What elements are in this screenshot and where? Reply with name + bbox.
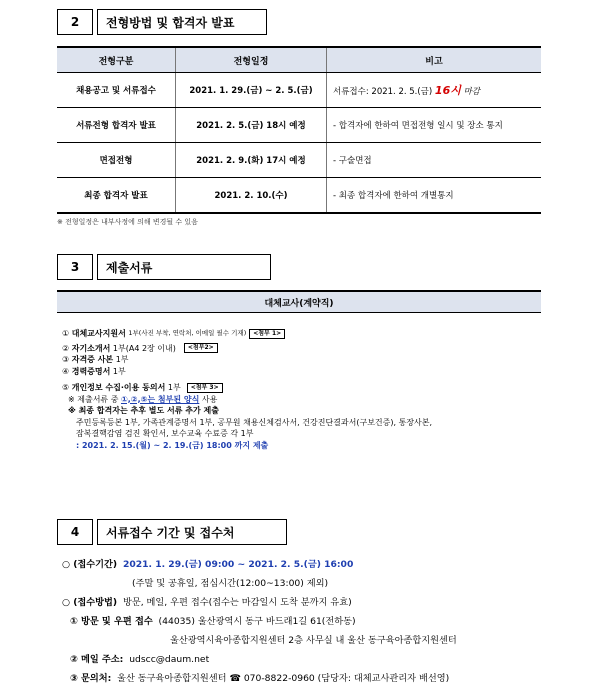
reception-period	[62, 555, 582, 574]
note-cell: - 최종 합격자에 한하여 개별통지	[327, 178, 542, 214]
documents-note-2-line: 주민등록등본 1부, 가족관계증명서 1부, 공무원 채용신체검사서, 건강진단결과서(구보건증), 통장사본,	[76, 417, 433, 427]
note-cell	[327, 73, 542, 108]
attachment-tag: <첨부2>	[184, 343, 218, 353]
stage-cell: 면접전형	[57, 143, 176, 178]
reception-method	[62, 593, 582, 612]
item-number: ④	[62, 366, 70, 376]
note-text: 서류접수: 2021. 2. 5.(금)	[333, 87, 433, 97]
stage-cell: 최종 합격자 발표	[57, 178, 176, 214]
field-label: ③ 문의처:	[70, 673, 112, 684]
item-name: 자기소개서	[71, 343, 111, 353]
field-value: 울산 동구육아종합지원센터 ☎ 070-8822-0960 (담당자: 대체교사관리자 배선영)	[117, 673, 450, 684]
section-4-header	[57, 519, 287, 545]
section-title: 전형방법 및 합격자 발표	[97, 9, 267, 35]
deadline-time: 16시	[434, 84, 461, 97]
list-item	[62, 343, 542, 355]
field-value: 2021. 1. 29.(금) 09:00 ~ 2021. 2. 5.(금) 16:00	[122, 559, 354, 570]
field-label: ② 메일 주소:	[70, 654, 124, 665]
documents-note-2: ※ 최종 합격자는 추후 별도 서류 추가 제출	[68, 406, 219, 415]
field-label: ○ (접수방법)	[62, 597, 118, 608]
section-number: 4	[57, 519, 93, 545]
field-label: ○ (접수기간)	[62, 559, 118, 570]
section-3-header	[57, 254, 271, 280]
table-header-row	[57, 47, 541, 73]
date-cell: 2021. 2. 10.(수)	[176, 178, 327, 214]
column-header: 전형구분	[57, 47, 176, 73]
list-item	[62, 366, 542, 378]
item-detail: 1부	[112, 366, 126, 376]
section-number: 2	[57, 9, 93, 35]
item-detail: 1부(A4 2장 이내)	[112, 343, 176, 353]
table-row	[57, 73, 541, 108]
column-header: 전형일정	[176, 47, 327, 73]
note-highlight: ①,②,⑤는 첨부된 양식	[120, 394, 200, 404]
item-detail: 1부	[115, 355, 129, 364]
section-number: 3	[57, 254, 93, 280]
note-cell: - 구술면접	[327, 143, 542, 178]
section-title: 서류접수 기간 및 접수처	[97, 519, 287, 545]
field-label: ① 방문 및 우편 접수	[70, 616, 153, 627]
item-name: 자격증 사본	[71, 355, 114, 364]
item-number: ②	[62, 343, 70, 353]
documents-note-2-line: 잠복결핵감염 검진 확인서, 보수교육 수료증 각 1부	[76, 429, 254, 438]
schedule-table	[57, 46, 541, 214]
item-name: 대체교사지원서	[71, 329, 126, 338]
section-title: 제출서류	[97, 254, 271, 280]
field-value: (44035) 울산광역시 동구 바드래1길 61(전하동)	[158, 616, 356, 627]
note-cell: - 합격자에 한하여 면접전형 일시 및 장소 통지	[327, 108, 542, 143]
item-detail: 1부	[167, 383, 181, 392]
documents-bar-title: 대체교사(계약직)	[57, 290, 541, 313]
schedule-footnote: ※ 전형일정은 내부사정에 의해 변경될 수 있음	[57, 218, 198, 226]
reception-period-note: (주말 및 공휴일, 점심시간(12:00~13:00) 제외)	[132, 578, 329, 589]
email-address: udscc@daum.net	[129, 654, 210, 665]
section-2-header	[57, 9, 267, 35]
item-number: ⑤	[62, 383, 70, 392]
reception-mail	[62, 650, 582, 669]
item-number: ③	[62, 355, 70, 364]
documents-submit-period: : 2021. 2. 15.(월) ~ 2. 19.(금) 18:00 까지 제출	[76, 440, 269, 450]
reception-visit-line2: 울산광역시육아종합지원센터 2층 사무실 내 울산 동구육아종합지원센터	[170, 635, 457, 646]
documents-list	[62, 328, 542, 451]
list-item	[62, 328, 542, 340]
attachment-tag: <첨부 1>	[249, 329, 285, 339]
stage-cell: 채용공고 및 서류접수	[57, 73, 176, 108]
item-name: 개인정보 수집·이용 동의서	[71, 383, 166, 392]
table-row	[57, 143, 541, 178]
table-row	[57, 108, 541, 143]
reception-contact	[62, 669, 582, 688]
item-name: 경력증명서	[71, 366, 111, 376]
field-value: 방문, 메일, 우편 접수(접수는 마감일시 도착 분까지 유효)	[122, 597, 352, 608]
date-cell: 2021. 2. 5.(금) 18시 예정	[176, 108, 327, 143]
column-header: 비고	[327, 47, 542, 73]
table-row	[57, 178, 541, 214]
reception-visit	[62, 612, 582, 631]
list-item	[62, 382, 542, 394]
documents-note-1	[62, 394, 542, 406]
item-detail: 1부(사진 부착, 연락처, 이메일 필수 기재)	[128, 329, 247, 337]
item-number: ①	[62, 329, 70, 338]
note-text: ※ 제출서류 중	[68, 394, 119, 404]
reception-info	[62, 555, 582, 688]
stage-cell: 서류전형 합격자 발표	[57, 108, 176, 143]
list-item	[62, 354, 542, 366]
note-text: 마감	[463, 87, 480, 97]
date-cell: 2021. 1. 29.(금) ~ 2. 5.(금)	[176, 73, 327, 108]
attachment-tag: <첨부 3>	[187, 383, 223, 393]
date-cell: 2021. 2. 9.(화) 17시 예정	[176, 143, 327, 178]
note-text: 사용	[201, 394, 218, 404]
